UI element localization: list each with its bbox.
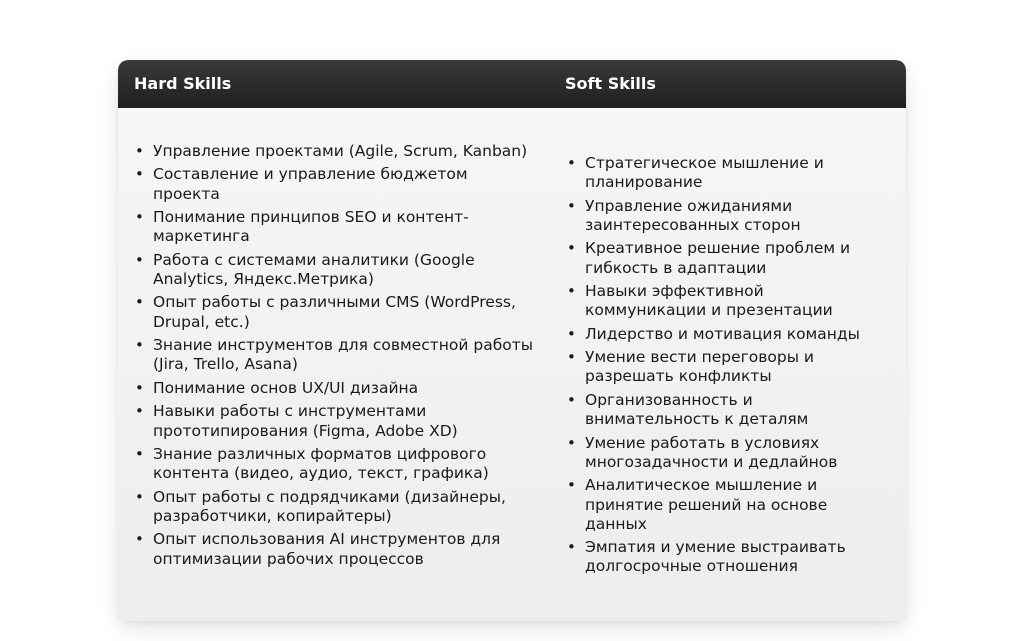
soft-skill-text: Организованность и внимательность к деталям	[585, 390, 809, 429]
soft-skill-item	[566, 325, 866, 344]
soft-skill-item	[566, 348, 866, 387]
hard-skill-text: Работа с системами аналитики (Google Analytics, Яндекс.Метрика)	[153, 250, 475, 289]
hard-skill-text: Понимание основ UX/UI дизайна	[153, 378, 419, 397]
bullet-icon: •	[567, 282, 576, 301]
soft-skill-text: Умение работать в условиях многозадачности и дедлайнов	[585, 433, 838, 471]
bullet-icon: •	[135, 378, 144, 397]
soft-skill-text: Креативное решение проблем и гибкость в адаптации	[585, 239, 851, 277]
soft-skill-item	[566, 197, 866, 236]
hard-skill-text: Опыт работы с подрядчиками (дизайнеры, разработчики, копирайтеры)	[153, 487, 506, 525]
bullet-icon: •	[567, 154, 576, 172]
soft-skill-text: Стратегическое мышление и планирование	[585, 154, 824, 192]
bullet-icon: •	[567, 324, 576, 343]
soft-skill-item	[566, 434, 866, 473]
bullet-icon: •	[567, 239, 576, 258]
bullet-icon: •	[567, 433, 576, 452]
soft-skill-text: Эмпатия и умение выстраивать долгосрочные отношения	[585, 538, 846, 576]
soft-skills-heading: Soft Skills	[565, 74, 656, 93]
hard-skill-item	[134, 165, 534, 204]
hard-skill-text: Знание различных форматов цифрового контента (видео, аудио, текст, графика)	[153, 444, 489, 483]
bullet-icon: •	[135, 444, 144, 463]
bullet-icon: •	[135, 250, 144, 269]
bullet-icon: •	[135, 293, 144, 312]
soft-skill-text: Лидерство и мотивация команды	[585, 324, 860, 343]
hard-skill-item	[134, 142, 534, 161]
hard-skill-text: Составление и управление бюджетом проекта	[153, 165, 468, 203]
soft-skill-text: Навыки эффективной коммуникации и презентации	[585, 282, 833, 320]
hard-skill-text: Навыки работы с инструментами прототипирования (Figma, Adobe XD)	[153, 402, 458, 440]
soft-skill-item	[566, 391, 866, 430]
hard-skill-item	[134, 208, 534, 247]
bullet-icon: •	[567, 196, 576, 215]
hard-skills-list	[134, 142, 534, 573]
hard-skill-item	[134, 336, 534, 375]
hard-skill-item	[134, 379, 534, 398]
bullet-icon: •	[567, 390, 576, 409]
soft-skill-item	[566, 239, 866, 278]
hard-skill-text: Знание инструментов для совместной работы (Jira, Trello, Asana)	[153, 336, 534, 374]
soft-skill-text: Аналитическое мышление и принятие решений на основе данных	[585, 476, 828, 533]
hard-skill-text: Опыт работы с различными CMS (WordPress, Drupal, etc.)	[153, 293, 516, 331]
hard-skill-item	[134, 445, 534, 484]
bullet-icon: •	[135, 487, 144, 506]
hard-skill-item	[134, 488, 534, 527]
bullet-icon: •	[135, 208, 144, 227]
hard-skill-item	[134, 530, 534, 569]
soft-skill-text: Умение вести переговоры и разрешать конфликты	[585, 348, 814, 386]
bullet-icon: •	[567, 476, 576, 495]
soft-skill-text: Управление ожиданиями заинтересованных сторон	[585, 196, 801, 234]
soft-skill-item	[566, 538, 866, 577]
hard-skill-text: Понимание принципов SEO и контент-маркетинга	[153, 208, 469, 246]
bullet-icon: •	[135, 165, 144, 184]
hard-skill-item	[134, 402, 534, 441]
skills-table	[118, 60, 906, 621]
soft-skill-item	[566, 282, 866, 321]
bullet-icon: •	[135, 402, 144, 421]
bullet-icon: •	[135, 336, 144, 355]
bullet-icon: •	[135, 142, 144, 160]
hard-skill-text: Опыт использования AI инструментов для оптимизации рабочих процессов	[153, 530, 501, 568]
hard-skills-heading: Hard Skills	[134, 74, 232, 93]
soft-skill-item	[566, 154, 866, 193]
hard-skill-item	[134, 251, 534, 290]
bullet-icon: •	[567, 348, 576, 367]
soft-skills-list	[566, 154, 866, 581]
hard-skill-text: Управление проектами (Agile, Scrum, Kanban)	[153, 142, 528, 160]
table-header-row	[118, 60, 906, 108]
bullet-icon: •	[135, 530, 144, 549]
hard-skill-item	[134, 293, 534, 332]
soft-skill-item	[566, 476, 866, 534]
bullet-icon: •	[567, 538, 576, 557]
